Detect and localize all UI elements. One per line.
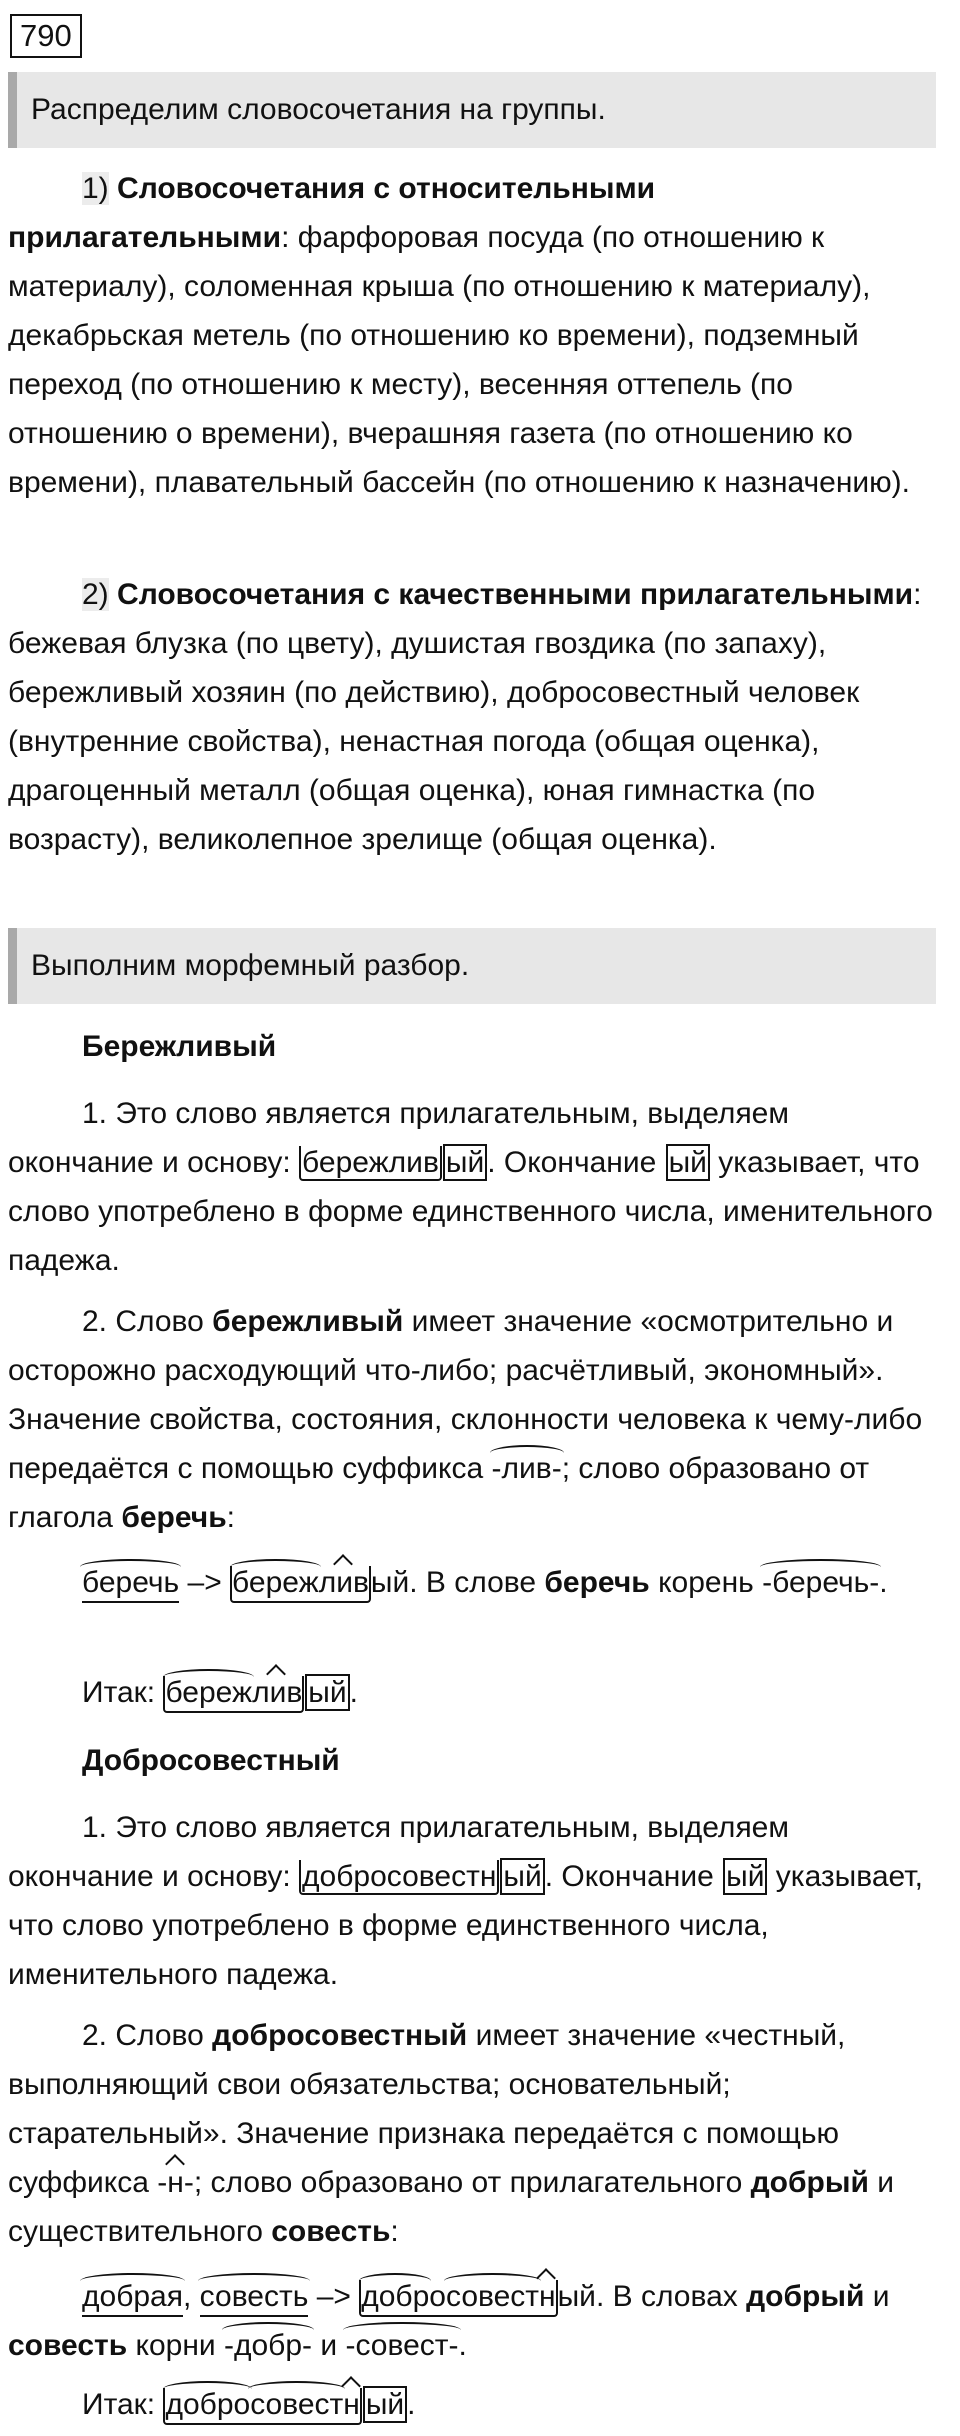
word1-summary-suffix: лив xyxy=(252,1676,303,1709)
section-banner-morpheme: Выполним морфемный разбор. xyxy=(8,928,936,1004)
word1-p3-text-a: . В слове xyxy=(409,1566,545,1599)
word2-title: Добросовестный xyxy=(82,1744,340,1777)
group1-text: : фарфоровая посуда (по отношению к материалу), соломенная крыша (по отношению к материалу), декабрьская метель (по отношению ко времени), подземный переход (по отношению к месту), весенняя оттепель (по отношению о времени), вчерашняя газета (по отношению ко времени), плавательный бассейн (по отношению к назначению). xyxy=(8,221,911,499)
word1-p2-text-d: : xyxy=(226,1501,235,1534)
word1-derived-ending: ый xyxy=(370,1566,410,1599)
word1-title-line xyxy=(8,1022,943,1071)
group2-title: Словосочетания с качественными прилагательными xyxy=(117,578,914,611)
word1-derived-suffix: лив xyxy=(318,1566,369,1599)
word1-root-marked: -беречь- xyxy=(762,1566,880,1599)
word2-p1-text-a: 1. Это слово является прилагательным, выделяем окончание и основу: xyxy=(8,1811,789,1893)
word1-base: бережлив xyxy=(299,1146,442,1181)
word2-summary-ending: ый xyxy=(363,2386,407,2423)
word1-summary-dot: . xyxy=(349,1676,358,1709)
word2-p2-noun: совесть xyxy=(271,2215,391,2248)
word1-p2-text-b: имеет значение «осмотрительно и осторожно расходующий что-либо; расчётливый, экономный». Значение свойства, состояния, склонности человека к чему-либо передаётся с помощью суффикса xyxy=(8,1305,923,1485)
word2-derived-root-2: совест xyxy=(445,2280,540,2313)
word2-p3-word-2: совесть xyxy=(8,2329,128,2362)
word2-ending-ref: ый xyxy=(723,1858,767,1895)
word1-p3-text-c: . xyxy=(879,1566,888,1599)
word2-paragraph-2 xyxy=(8,2011,943,2256)
word2-source-word-2: совесть xyxy=(200,2280,309,2317)
word2-p3-text-c: . xyxy=(458,2329,467,2362)
word1-summary-ending: ый xyxy=(305,1674,349,1711)
word2-summary-root-1: добро xyxy=(165,2388,251,2421)
word2-p3-word-1: добрый xyxy=(746,2280,865,2313)
word1-ending-ref: ый xyxy=(666,1144,710,1181)
word2-p2-text-a: 2. Слово xyxy=(82,2019,213,2052)
word2-p2-text-d: и существительного xyxy=(8,2166,894,2248)
word2-p2-word: добросовестный xyxy=(212,2019,468,2052)
word2-paragraph-3 xyxy=(8,2272,943,2370)
word2-paragraph-1 xyxy=(8,1803,943,1999)
word1-paragraph-1 xyxy=(8,1089,943,1285)
section-banner-groups: Распределим словосочетания на группы. xyxy=(8,72,936,148)
word2-base: добросовестн xyxy=(299,1860,499,1895)
word2-p2-text-c: ; слово образовано от прилагательного xyxy=(193,2166,751,2199)
word1-suffix-marked: -лив- xyxy=(491,1452,562,1485)
word1-summary xyxy=(8,1668,943,1717)
word2-root-marked-1: -добр- xyxy=(224,2329,313,2362)
word2-summary xyxy=(8,2380,943,2429)
group2-paragraph xyxy=(8,570,943,864)
word2-suffix-marked: -н- xyxy=(157,2166,194,2199)
word1-ending: ый xyxy=(443,1144,487,1181)
word1-p1-text-a: 1. Это слово является прилагательным, выделяем окончание и основу: xyxy=(8,1097,789,1179)
group2-text: : бежевая блузка (по цвету), душистая гвоздика (по запаху), бережливый хозяин (по действию), добросовестный человек (внутренние свойства), ненастная погода (общая оценка), драгоценный металл (общая оценка), юная гимнастка (по возрасту), великолепное зрелище (общая оценка). xyxy=(8,578,922,856)
word2-summary-root-2: совест xyxy=(250,2388,344,2421)
word1-title: Бережливый xyxy=(82,1030,277,1063)
word1-p1-text-b: . Окончание xyxy=(487,1146,665,1179)
word1-p3-word: беречь xyxy=(544,1566,650,1599)
word2-p3-and: и xyxy=(864,2280,890,2313)
word2-p1-text-c: указывает, что слово употреблено в форме единственного числа, именительного падежа. xyxy=(8,1860,923,1991)
word2-derived-root-1: добр xyxy=(361,2280,430,2313)
group2-number: 2) xyxy=(82,578,109,611)
word1-derived-root: береж xyxy=(232,1566,319,1599)
word1-p2-verb: беречь xyxy=(121,1501,227,1534)
group1-paragraph xyxy=(8,164,943,507)
word2-p2-adjective: добрый xyxy=(750,2166,869,2199)
word2-p3-text-a: . В словах xyxy=(595,2280,747,2313)
word2-source-word-1: добрая xyxy=(82,2280,183,2317)
group1-number: 1) xyxy=(82,172,109,205)
word2-summary-dot: . xyxy=(407,2388,416,2421)
word1-p2-word: бережливый xyxy=(212,1305,404,1338)
word2-ending: ый xyxy=(500,1858,544,1895)
word2-derived-link: о xyxy=(429,2280,446,2313)
word2-p1-text-b: . Окончание xyxy=(544,1860,723,1893)
word2-arrow: –> xyxy=(308,2280,360,2313)
word1-paragraph-2 xyxy=(8,1297,943,1542)
word2-p2-text-e: : xyxy=(390,2215,399,2248)
word1-p2-text-c: ; слово образовано от глагола xyxy=(8,1452,870,1534)
word1-summary-root: береж xyxy=(165,1676,253,1709)
task-number: 790 xyxy=(10,14,82,58)
word2-title-line xyxy=(8,1736,943,1785)
group1-title: Словосочетания с относительными прилагательными xyxy=(8,172,656,254)
word1-source-word: беречь xyxy=(82,1566,179,1603)
word2-p2-text-b: имеет значение «честный, выполняющий свои обязательства; основательный; старательный». Значение признака передаётся с помощью суффикса xyxy=(8,2019,846,2199)
word2-p3-and-2: и xyxy=(312,2329,346,2362)
word1-summary-label: Итак: xyxy=(82,1676,164,1709)
word1-p2-text-a: 2. Слово xyxy=(82,1305,213,1338)
word2-summary-suffix: н xyxy=(343,2388,360,2421)
word1-paragraph-3 xyxy=(8,1558,943,1607)
word2-summary-label: Итак: xyxy=(82,2388,164,2421)
word2-derived-suffix: н xyxy=(539,2280,556,2313)
word2-derived-ending: ый xyxy=(557,2280,596,2313)
word2-root-marked-2: -совест- xyxy=(345,2329,459,2362)
word2-comma: , xyxy=(183,2280,200,2313)
word2-p3-text-b: корни xyxy=(127,2329,224,2362)
word1-p1-text-c: указывает, что слово употреблено в форме единственного числа, именительного падежа. xyxy=(8,1146,933,1277)
word1-p3-text-b: корень xyxy=(649,1566,763,1599)
word1-arrow: –> xyxy=(179,1566,231,1599)
